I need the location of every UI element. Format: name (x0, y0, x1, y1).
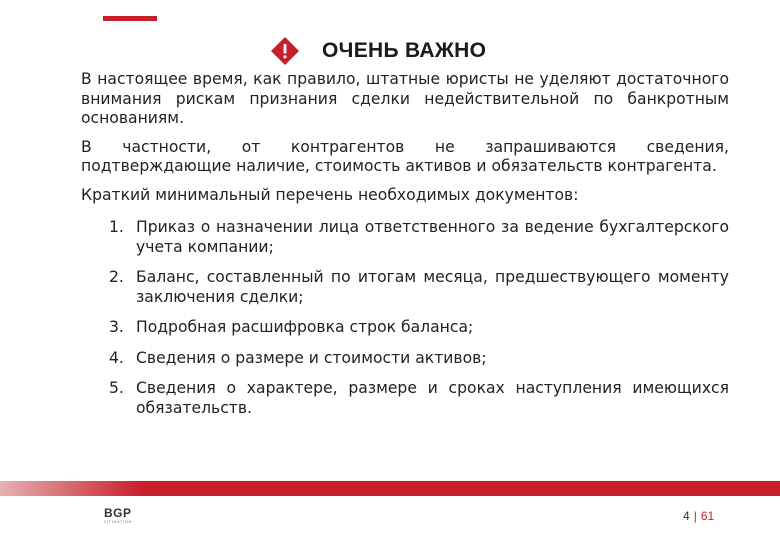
list-item (109, 268, 729, 307)
page-separator: | (693, 509, 697, 523)
list-item-text: Сведения о характере, размере и сроках наступления имеющихся обязательств. (136, 379, 729, 417)
slide-body (81, 70, 729, 429)
documents-list (81, 218, 729, 418)
paragraph-details: В частности, от контрагентов не запрашиваются сведения, подтверждающие наличие, стоимость активов и обязательств контрагента. (81, 137, 729, 175)
footer-divider (0, 481, 780, 496)
exclamation-diamond-icon (270, 36, 300, 66)
page-total: 61 (700, 509, 715, 523)
list-item (109, 318, 729, 338)
list-item-number: 3. (109, 318, 124, 336)
list-item-text: Сведения о размере и стоимости активов; (136, 348, 487, 367)
list-item (109, 349, 729, 369)
list-item-text: Баланс, составленный по итогам месяца, предшествующего моменту заключения сделки; (136, 268, 729, 306)
company-logo (104, 507, 132, 525)
list-item-text: Приказ о назначении лица ответственного за ведение бухгалтерского учета компании; (136, 218, 729, 256)
logo-text: BGP (104, 506, 132, 520)
list-intro: Краткий минимальный перечень необходимых документов: (81, 185, 579, 204)
paragraph-intro: В настоящее время, как правило, штатные юристы не уделяют достаточного внимания рискам признания сделки недействительной по банкротным основаниям. (81, 70, 729, 127)
list-item-number: 5. (109, 379, 124, 397)
list-item-number: 1. (109, 218, 124, 236)
list-item-number: 4. (109, 348, 124, 367)
logo-subtext: LITIGATION (104, 519, 132, 524)
slide-header (270, 36, 486, 66)
page-current: 4 (683, 509, 690, 523)
list-item-number: 2. (109, 268, 124, 286)
top-accent-bar (103, 16, 157, 21)
list-item-text: Подробная расшифровка строк баланса; (136, 318, 474, 336)
list-item (109, 379, 729, 418)
page-number (683, 509, 714, 523)
page-title: ОЧЕНЬ ВАЖНО (322, 39, 487, 62)
list-item (109, 218, 729, 257)
